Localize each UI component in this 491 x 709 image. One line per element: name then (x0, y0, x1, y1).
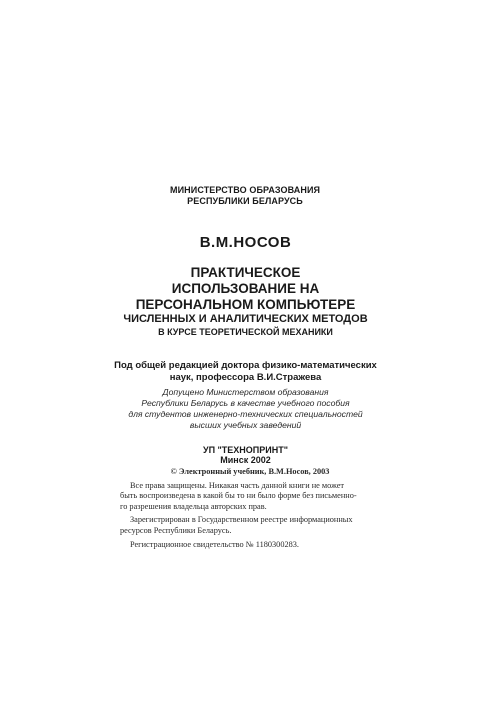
publisher-city-year: Минск 2002 (220, 455, 271, 465)
title-line-1: ПРАКТИЧЕСКОЕ (190, 265, 301, 280)
editor-credit (90, 360, 401, 384)
approval-line-1: Допущено Министерством образования (162, 387, 329, 397)
approval-line-2: Республики Беларусь в качестве учебного пособия (141, 398, 350, 408)
publisher-name: УП "ТЕХНОПРИНТ" (202, 445, 289, 455)
certificate-paragraph (120, 540, 380, 551)
rights-line-2: быть воспроизведена в какой бы то ни было форме без письменно- (120, 491, 357, 501)
editor-line-1: Под общей редакцией доктора физико-математических (114, 360, 377, 371)
rights-line-1: Все права защищены. Никакая часть данной книги не может (130, 480, 345, 490)
author-name: В.М.НОСОВ (199, 234, 292, 251)
ministry-line-1: МИНИСТЕРСТВО ОБРАЗОВАНИЯ (170, 185, 321, 195)
editor-line-2: наук, профессора В.И.Стражева (169, 372, 322, 383)
book-title (120, 265, 371, 338)
approval-line-4: высших учебных заведений (189, 420, 302, 430)
title-line-2: ИСПОЛЬЗОВАНИЕ НА (171, 281, 320, 296)
ministry-line-2: РЕСПУБЛИКИ БЕЛАРУСЬ (187, 196, 303, 206)
certificate-line: Регистрационное свидетельство № 1180300283. (130, 539, 299, 549)
copyright-notice: © Электронный учебник, В.М.Носов, 2003 (170, 467, 330, 476)
title-line-4: ЧИСЛЕННЫХ И АНАЛИТИЧЕСКИХ МЕТОДОВ (123, 313, 368, 325)
title-line-5: В КУРСЕ ТЕОРЕТИЧЕСКОЙ МЕХАНИКИ (158, 327, 333, 337)
rights-line-3: го разрешения владельца авторских прав. (120, 501, 267, 511)
title-line-3: ПЕРСОНАЛЬНОМ КОМПЬЮТЕРЕ (135, 297, 356, 312)
publisher-imprint (150, 445, 341, 465)
copyright-block (120, 467, 380, 550)
registration-line-2: ресурсов Республики Беларусь. (120, 525, 232, 535)
ministry-heading (170, 185, 320, 207)
registration-paragraph (120, 515, 380, 536)
registration-line-1: Зарегистрирован в Государственном реестре информационных (130, 515, 353, 525)
approval-line-3: для студентов инженерно-технических специальностей (128, 409, 363, 419)
rights-paragraph (120, 481, 380, 513)
approval-note (90, 387, 401, 431)
